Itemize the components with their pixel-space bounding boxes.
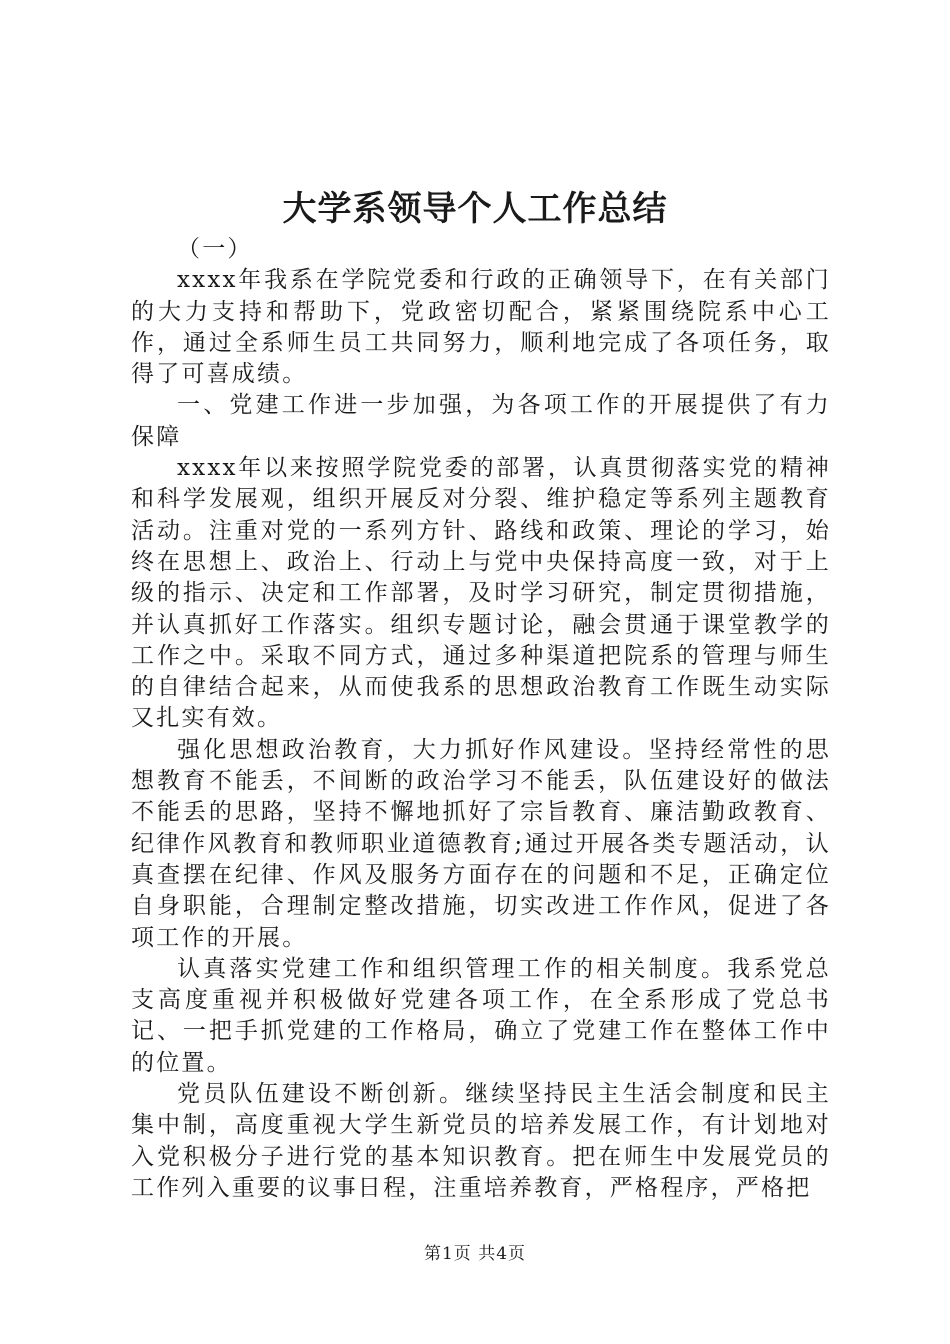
section-heading: 一、党建工作进一步加强，为各项工作的开展提供了有力保障 [131, 392, 831, 450]
paragraph: 强化思想政治教育，大力抓好作风建设。坚持经常性的思想教育不能丢，不间断的政治学习不能丢，队伍建设好的做法不能丢的思路，坚持不懈地抓好了宗旨教育、廉洁勤政教育、纪律作风教育和教师职业道德教育;通过开展各类专题活动，认真查摆在纪律、作风及服务方面存在的问题和不足，正确定位自身职能，合理制定整改措施，切实改进工作作风，促进了各项工作的开展。 [131, 736, 831, 951]
paragraph-intro: xxxx年我系在学院党委和行政的正确领导下，在有关部门的大力支持和帮助下，党政密切配合，紧紧围绕院系中心工作，通过全系师生员工共同努力，顺利地完成了各项任务，取得了可喜成绩。 [131, 267, 831, 388]
page-number-footer: 第1页 共4页 [423, 1244, 527, 1264]
paragraph: 党员队伍建设不断创新。继续坚持民主生活会制度和民主集中制，高度重视大学生新党员的培养发展工作，有计划地对入党积极分子进行党的基本知识教育。把在师生中发展党员的工作列入重要的议事日程，注重培养教育，严格程序，严格把 [131, 1081, 831, 1201]
document-body [131, 234, 831, 1204]
document-title: 大学系领导个人工作总结 [282, 189, 668, 229]
paragraph: xxxx年以来按照学院党委的部署，认真贯彻落实党的精神和科学发展观，组织开展反对分裂、维护稳定等系列主题教育活动。注重对党的一系列方针、路线和政策、理论的学习，始终在思想上、政治上、行动上与党中央保持高度一致，对于上级的指示、决定和工作部署，及时学习研究，制定贯彻措施，并认真抓好工作落实。组织专题讨论，融会贯通于课堂教学的工作之中。采取不同方式，通过多种渠道把院系的管理与师生的自律结合起来，从而使我系的思想政治教育工作既生动实际又扎实有效。 [131, 455, 831, 732]
paragraph: 认真落实党建工作和组织管理工作的相关制度。我系党总支高度重视并积极做好党建各项工作，在全系形成了党总书记、一把手抓党建的工作格局，确立了党建工作在整体工作中的位置。 [131, 955, 831, 1076]
section-marker: （一） [177, 236, 253, 262]
